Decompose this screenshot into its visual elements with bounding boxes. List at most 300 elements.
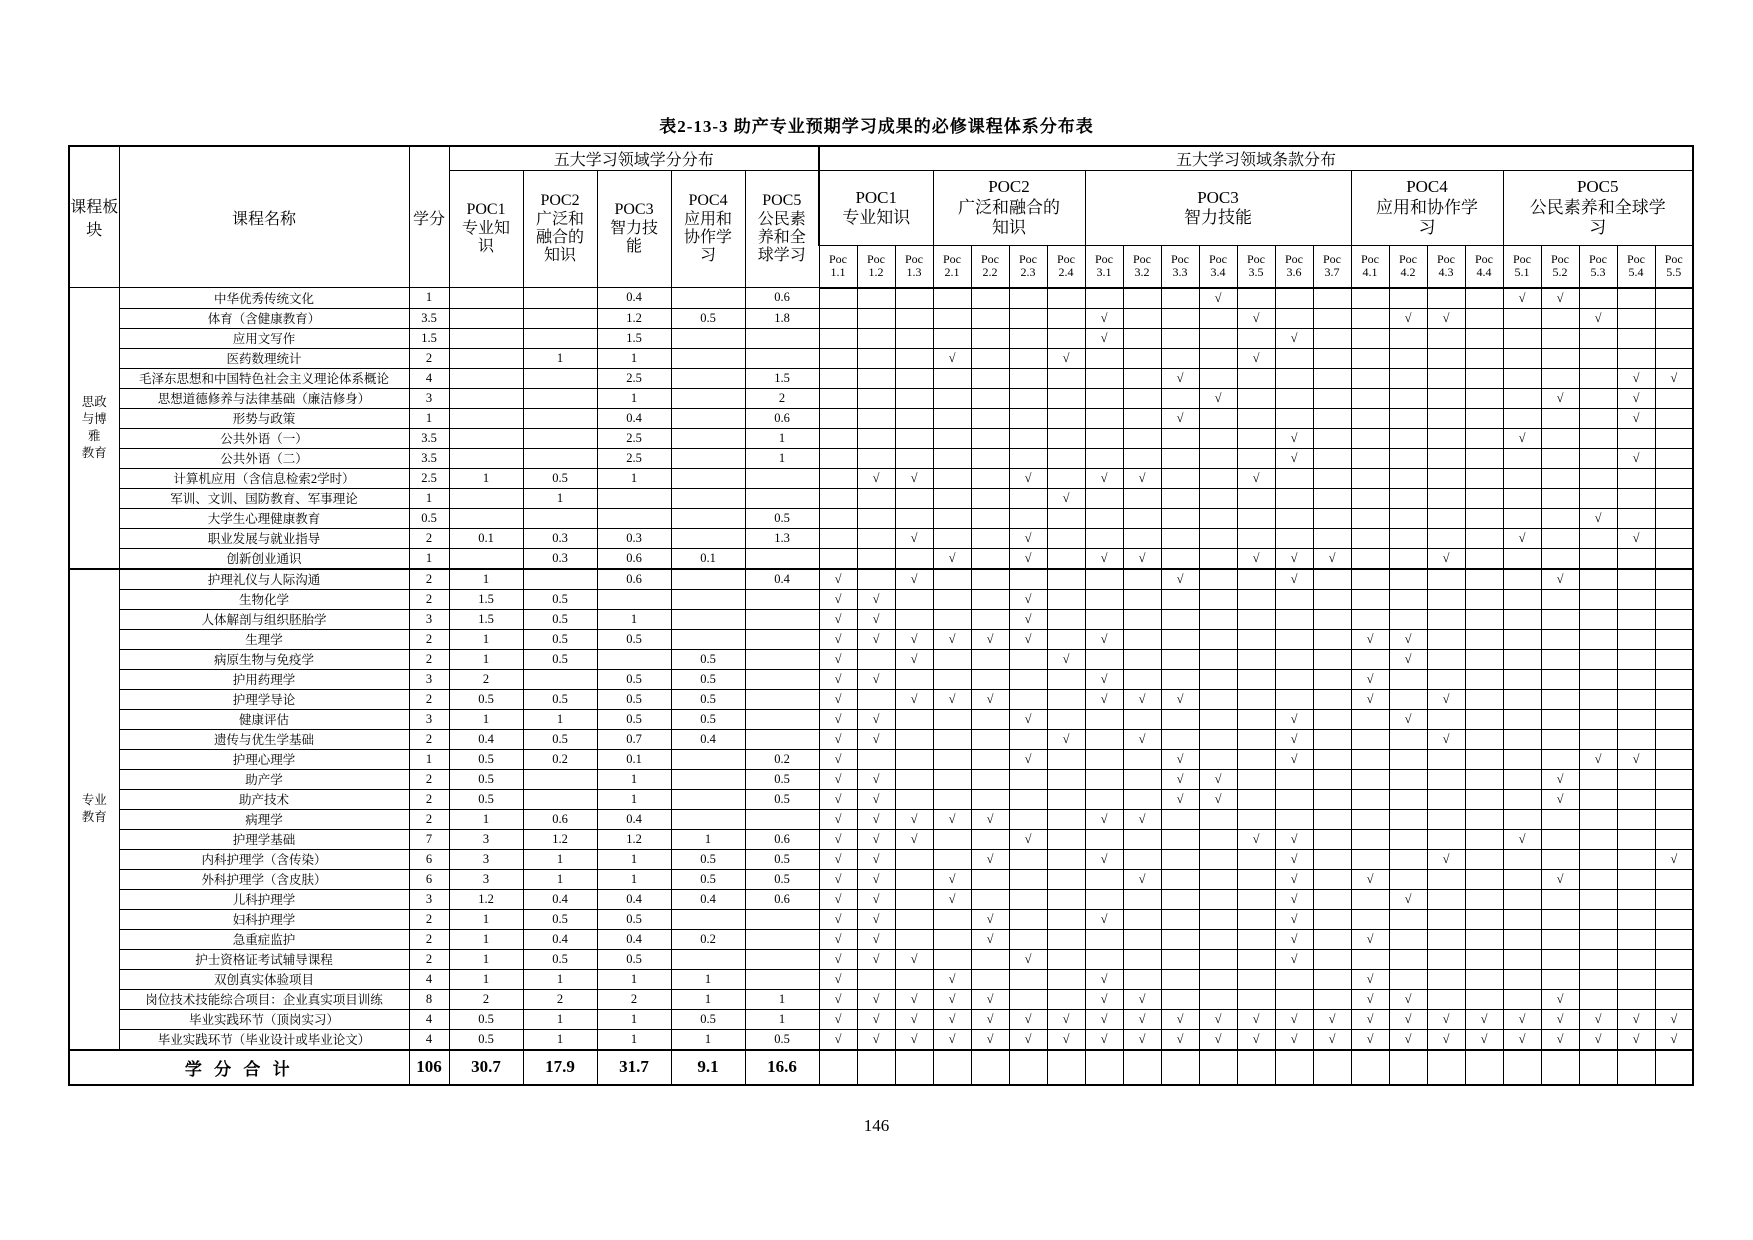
- clause-check-cell-1.3: √: [895, 569, 933, 590]
- header-clause-col-3.7: Poc 3.7: [1313, 246, 1351, 288]
- clause-check-cell-4.1: [1351, 949, 1389, 969]
- clause-check-cell-5.5: [1655, 589, 1693, 609]
- poc1-credit-cell: [449, 448, 523, 468]
- clause-check-cell-2.2: √: [971, 989, 1009, 1009]
- poc3-credit-cell: 0.5: [597, 949, 671, 969]
- clause-check-cell-4.4: [1465, 428, 1503, 448]
- clause-check-cell-5.4: [1617, 629, 1655, 649]
- poc4-credit-cell: [671, 569, 745, 590]
- clause-check-cell-3.4: [1199, 669, 1237, 689]
- poc2-credit-cell: 1: [523, 969, 597, 989]
- clause-check-cell-3.7: [1313, 909, 1351, 929]
- poc3-credit-cell: 0.6: [597, 548, 671, 569]
- clause-check-cell-1.3: √: [895, 689, 933, 709]
- page-number: 146: [863, 1116, 890, 1135]
- clause-check-cell-2.4: [1047, 749, 1085, 769]
- clause-check-cell-1.1: [819, 368, 857, 388]
- clause-check-cell-2.4: [1047, 809, 1085, 829]
- clause-check-cell-1.1: √: [819, 589, 857, 609]
- clause-check-cell-1.1: √: [819, 689, 857, 709]
- clause-check-cell-4.3: [1427, 709, 1465, 729]
- clause-check-cell-3.4: [1199, 428, 1237, 448]
- clause-check-cell-3.3: [1161, 649, 1199, 669]
- clause-check-cell-5.5: √: [1655, 849, 1693, 869]
- clause-check-cell-5.5: [1655, 348, 1693, 368]
- clause-check-cell-3.5: [1237, 388, 1275, 408]
- clause-check-cell-3.3: [1161, 929, 1199, 949]
- clause-check-cell-3.1: √: [1085, 669, 1123, 689]
- clause-check-cell-3.6: √: [1275, 929, 1313, 949]
- clause-check-cell-2.3: [1009, 669, 1047, 689]
- table-header: [69, 146, 1693, 288]
- clause-check-cell-2.4: [1047, 388, 1085, 408]
- clause-check-cell-4.3: [1427, 629, 1465, 649]
- clause-check-cell-3.7: [1313, 649, 1351, 669]
- clause-check-cell-4.2: √: [1389, 1009, 1427, 1029]
- clause-check-cell-3.1: [1085, 528, 1123, 548]
- clause-check-cell-3.6: [1275, 629, 1313, 649]
- clause-check-cell-5.1: √: [1503, 288, 1541, 309]
- poc1-credit-cell: 1: [449, 929, 523, 949]
- clause-check-cell-3.7: [1313, 528, 1351, 548]
- clause-check-cell-3.5: [1237, 629, 1275, 649]
- clause-check-cell-5.5: [1655, 649, 1693, 669]
- clause-check-cell-3.2: √: [1123, 1029, 1161, 1050]
- clause-check-cell-1.1: [819, 388, 857, 408]
- clause-check-cell-2.2: [971, 348, 1009, 368]
- clause-check-cell-5.3: [1579, 428, 1617, 448]
- clause-check-cell-5.1: [1503, 669, 1541, 689]
- clause-check-cell-4.4: [1465, 468, 1503, 488]
- poc5-credit-cell: [745, 729, 819, 749]
- course-name-cell: 公共外语（一）: [119, 428, 409, 448]
- clause-check-cell-1.1: √: [819, 949, 857, 969]
- clause-check-cell-3.3: [1161, 508, 1199, 528]
- clause-check-cell-2.3: [1009, 769, 1047, 789]
- clause-check-cell-1.1: [819, 408, 857, 428]
- poc5-credit-cell: [745, 629, 819, 649]
- table-row: [69, 548, 1693, 569]
- clause-check-cell-5.5: [1655, 829, 1693, 849]
- clause-check-cell-3.2: [1123, 348, 1161, 368]
- clause-check-cell-3.7: [1313, 288, 1351, 309]
- clause-check-cell-3.3: [1161, 589, 1199, 609]
- clause-check-cell-5.5: √: [1655, 1029, 1693, 1050]
- clause-check-cell-1.1: [819, 348, 857, 368]
- clause-check-cell-4.4: [1465, 869, 1503, 889]
- clause-check-cell-5.5: [1655, 789, 1693, 809]
- table-row: [69, 1009, 1693, 1029]
- clause-check-cell-4.3: [1427, 909, 1465, 929]
- credit-total-cell: 6: [409, 849, 449, 869]
- poc5-credit-cell: 1: [745, 448, 819, 468]
- course-name-cell: 应用文写作: [119, 328, 409, 348]
- poc2-credit-cell: [523, 508, 597, 528]
- table-row: [69, 989, 1693, 1009]
- clause-check-cell-5.1: √: [1503, 829, 1541, 849]
- clause-check-cell-3.7: [1313, 989, 1351, 1009]
- clause-check-cell-1.2: [857, 749, 895, 769]
- clause-check-cell-5.2: [1541, 829, 1579, 849]
- clause-check-cell-4.4: [1465, 889, 1503, 909]
- clause-check-cell-2.1: √: [933, 629, 971, 649]
- clause-check-cell-1.3: [895, 308, 933, 328]
- clause-check-cell-2.4: [1047, 368, 1085, 388]
- clause-check-cell-2.2: [971, 649, 1009, 669]
- clause-check-cell-5.4: [1617, 669, 1655, 689]
- clause-check-cell-1.3: [895, 669, 933, 689]
- header-poc-credit-poc2: POC2 广泛和 融合的 知识: [523, 171, 597, 288]
- clause-check-cell-1.2: [857, 308, 895, 328]
- clause-check-cell-5.2: [1541, 368, 1579, 388]
- clause-check-cell-5.2: [1541, 548, 1579, 569]
- clause-check-cell-4.2: √: [1389, 709, 1427, 729]
- clause-check-cell-4.4: [1465, 528, 1503, 548]
- poc1-credit-cell: 1: [449, 909, 523, 929]
- clause-check-cell-2.2: [971, 488, 1009, 508]
- clause-check-cell-4.4: [1465, 488, 1503, 508]
- clause-check-cell-4.1: [1351, 749, 1389, 769]
- poc3-credit-cell: 1: [597, 388, 671, 408]
- credit-total-cell: 1: [409, 548, 449, 569]
- clause-check-cell-1.2: √: [857, 989, 895, 1009]
- clause-check-cell-4.3: [1427, 348, 1465, 368]
- clause-check-cell-4.3: [1427, 528, 1465, 548]
- table-body: [69, 288, 1693, 1085]
- clause-check-cell-4.3: [1427, 889, 1465, 909]
- clause-check-cell-2.1: [933, 569, 971, 590]
- clause-check-cell-4.2: [1389, 949, 1427, 969]
- clause-check-cell-4.2: [1389, 769, 1427, 789]
- clause-check-cell-5.3: [1579, 869, 1617, 889]
- clause-check-cell-3.5: [1237, 869, 1275, 889]
- clause-check-cell-5.5: [1655, 989, 1693, 1009]
- clause-check-cell-4.1: [1351, 548, 1389, 569]
- poc4-credit-cell: 0.5: [671, 649, 745, 669]
- header-credits: 学分: [409, 146, 449, 288]
- clause-check-cell-5.4: [1617, 889, 1655, 909]
- clause-check-cell-2.3: [1009, 348, 1047, 368]
- clause-check-cell-4.3: [1427, 569, 1465, 590]
- course-name-cell: 生物化学: [119, 589, 409, 609]
- poc5-credit-cell: 1.5: [745, 368, 819, 388]
- clause-check-cell-4.1: [1351, 649, 1389, 669]
- clause-check-cell-1.3: [895, 428, 933, 448]
- total-clause-empty-cell: [1617, 1050, 1655, 1085]
- clause-check-cell-5.3: [1579, 408, 1617, 428]
- clause-check-cell-5.2: √: [1541, 388, 1579, 408]
- poc4-credit-cell: 0.5: [671, 669, 745, 689]
- clause-check-cell-1.3: [895, 709, 933, 729]
- clause-check-cell-4.2: √: [1389, 1029, 1427, 1050]
- clause-check-cell-3.6: [1275, 649, 1313, 669]
- clause-check-cell-4.1: [1351, 348, 1389, 368]
- clause-check-cell-1.2: [857, 488, 895, 508]
- clause-check-cell-2.3: [1009, 508, 1047, 528]
- clause-check-cell-1.1: √: [819, 969, 857, 989]
- clause-check-cell-2.4: [1047, 909, 1085, 929]
- clause-check-cell-3.3: [1161, 468, 1199, 488]
- clause-check-cell-3.5: [1237, 589, 1275, 609]
- clause-check-cell-2.2: [971, 448, 1009, 468]
- clause-check-cell-5.2: [1541, 328, 1579, 348]
- total-clause-empty-cell: [1579, 1050, 1617, 1085]
- poc4-credit-cell: 0.4: [671, 729, 745, 749]
- poc1-credit-cell: [449, 388, 523, 408]
- poc5-credit-cell: 0.6: [745, 889, 819, 909]
- total-clause-empty-cell: [1389, 1050, 1427, 1085]
- clause-check-cell-4.1: [1351, 829, 1389, 849]
- clause-check-cell-2.1: √: [933, 889, 971, 909]
- poc3-credit-cell: 0.5: [597, 709, 671, 729]
- clause-check-cell-2.3: √: [1009, 528, 1047, 548]
- poc3-credit-cell: 0.5: [597, 909, 671, 929]
- total-clause-empty-cell: [1085, 1050, 1123, 1085]
- clause-check-cell-5.1: [1503, 548, 1541, 569]
- poc5-credit-cell: [745, 669, 819, 689]
- clause-check-cell-1.2: [857, 689, 895, 709]
- clause-check-cell-3.5: [1237, 569, 1275, 590]
- clause-check-cell-3.6: √: [1275, 428, 1313, 448]
- credit-total-cell: 2: [409, 809, 449, 829]
- clause-check-cell-1.3: [895, 849, 933, 869]
- clause-check-cell-3.5: [1237, 929, 1275, 949]
- table-row: [69, 929, 1693, 949]
- clause-check-cell-3.2: [1123, 428, 1161, 448]
- clause-check-cell-4.3: [1427, 508, 1465, 528]
- course-name-cell: 医药数理统计: [119, 348, 409, 368]
- clause-check-cell-5.2: [1541, 528, 1579, 548]
- clause-check-cell-2.1: [933, 408, 971, 428]
- clause-check-cell-2.3: [1009, 969, 1047, 989]
- clause-check-cell-2.1: √: [933, 1009, 971, 1029]
- poc5-credit-cell: 1.8: [745, 308, 819, 328]
- clause-check-cell-2.1: [933, 729, 971, 749]
- clause-check-cell-5.2: [1541, 589, 1579, 609]
- credit-total-cell: 2: [409, 909, 449, 929]
- clause-check-cell-1.3: [895, 769, 933, 789]
- clause-check-cell-3.4: [1199, 308, 1237, 328]
- poc2-credit-cell: [523, 569, 597, 590]
- clause-check-cell-3.1: [1085, 428, 1123, 448]
- clause-check-cell-3.5: √: [1237, 1009, 1275, 1029]
- course-name-cell: 护用药理学: [119, 669, 409, 689]
- clause-check-cell-1.2: √: [857, 909, 895, 929]
- clause-check-cell-5.3: [1579, 889, 1617, 909]
- clause-check-cell-2.1: [933, 308, 971, 328]
- header-clause-col-5.5: Poc 5.5: [1655, 246, 1693, 288]
- course-name-cell: 外科护理学（含皮肤）: [119, 869, 409, 889]
- clause-check-cell-4.2: [1389, 689, 1427, 709]
- clause-check-cell-5.1: [1503, 689, 1541, 709]
- clause-check-cell-3.3: [1161, 328, 1199, 348]
- clause-check-cell-3.4: [1199, 589, 1237, 609]
- clause-check-cell-3.2: [1123, 969, 1161, 989]
- clause-check-cell-4.3: [1427, 649, 1465, 669]
- clause-check-cell-4.4: [1465, 769, 1503, 789]
- clause-check-cell-2.2: [971, 328, 1009, 348]
- clause-check-cell-1.2: √: [857, 1029, 895, 1050]
- clause-check-cell-1.1: [819, 448, 857, 468]
- clause-check-cell-2.2: √: [971, 689, 1009, 709]
- clause-check-cell-4.1: [1351, 769, 1389, 789]
- header-clause-col-5.3: Poc 5.3: [1579, 246, 1617, 288]
- clause-check-cell-3.7: [1313, 709, 1351, 729]
- table-row: [69, 749, 1693, 769]
- clause-check-cell-5.5: [1655, 528, 1693, 548]
- table-row: [69, 909, 1693, 929]
- clause-check-cell-4.2: [1389, 749, 1427, 769]
- clause-check-cell-2.3: [1009, 789, 1047, 809]
- clause-check-cell-1.2: √: [857, 468, 895, 488]
- clause-check-cell-5.3: [1579, 388, 1617, 408]
- clause-check-cell-2.1: [933, 649, 971, 669]
- clause-check-cell-3.6: [1275, 488, 1313, 508]
- clause-check-cell-3.7: [1313, 969, 1351, 989]
- clause-check-cell-3.1: √: [1085, 909, 1123, 929]
- clause-check-cell-2.1: [933, 609, 971, 629]
- poc3-credit-cell: 1: [597, 1029, 671, 1050]
- clause-check-cell-5.4: [1617, 909, 1655, 929]
- poc3-credit-cell: 0.5: [597, 629, 671, 649]
- poc4-credit-cell: [671, 589, 745, 609]
- clause-check-cell-3.4: √: [1199, 288, 1237, 309]
- clause-check-cell-3.6: [1275, 288, 1313, 309]
- clause-check-cell-3.1: √: [1085, 1029, 1123, 1050]
- clause-check-cell-2.2: [971, 769, 1009, 789]
- clause-check-cell-3.1: √: [1085, 989, 1123, 1009]
- header-clause-col-3.1: Poc 3.1: [1085, 246, 1123, 288]
- credit-total-cell: 3: [409, 609, 449, 629]
- clause-check-cell-4.1: [1351, 388, 1389, 408]
- clause-check-cell-5.2: [1541, 649, 1579, 669]
- course-name-cell: 护理心理学: [119, 749, 409, 769]
- clause-check-cell-5.4: [1617, 569, 1655, 590]
- clause-check-cell-5.5: [1655, 448, 1693, 468]
- clause-check-cell-3.2: [1123, 829, 1161, 849]
- clause-check-cell-2.4: [1047, 629, 1085, 649]
- credit-total-cell: 1.5: [409, 328, 449, 348]
- clause-check-cell-2.3: √: [1009, 548, 1047, 569]
- credit-total-cell: 3: [409, 709, 449, 729]
- poc1-credit-cell: [449, 508, 523, 528]
- clause-check-cell-3.3: √: [1161, 408, 1199, 428]
- poc1-credit-cell: 0.5: [449, 789, 523, 809]
- poc2-credit-cell: 0.5: [523, 949, 597, 969]
- poc1-credit-cell: 1.5: [449, 609, 523, 629]
- clause-check-cell-5.2: √: [1541, 989, 1579, 1009]
- clause-check-cell-3.5: [1237, 989, 1275, 1009]
- clause-check-cell-5.2: [1541, 909, 1579, 929]
- clause-check-cell-2.2: [971, 368, 1009, 388]
- poc2-credit-cell: 1: [523, 488, 597, 508]
- clause-check-cell-4.4: [1465, 348, 1503, 368]
- course-name-cell: 创新创业通识: [119, 548, 409, 569]
- clause-check-cell-1.2: [857, 448, 895, 468]
- clause-check-cell-3.3: √: [1161, 769, 1199, 789]
- poc1-credit-cell: 1: [449, 569, 523, 590]
- clause-check-cell-5.2: √: [1541, 789, 1579, 809]
- clause-check-cell-3.1: √: [1085, 308, 1123, 328]
- clause-check-cell-3.1: √: [1085, 809, 1123, 829]
- clause-check-cell-4.2: [1389, 609, 1427, 629]
- clause-check-cell-4.1: [1351, 729, 1389, 749]
- poc4-credit-cell: 0.4: [671, 889, 745, 909]
- clause-check-cell-5.4: √: [1617, 388, 1655, 408]
- clause-check-cell-4.4: [1465, 949, 1503, 969]
- clause-check-cell-5.2: √: [1541, 769, 1579, 789]
- clause-check-cell-2.1: [933, 288, 971, 309]
- clause-check-cell-1.2: [857, 528, 895, 548]
- total-poc5-cell: 16.6: [745, 1050, 819, 1085]
- poc2-credit-cell: [523, 408, 597, 428]
- clause-check-cell-4.1: √: [1351, 989, 1389, 1009]
- clause-check-cell-1.3: [895, 508, 933, 528]
- clause-check-cell-2.1: [933, 849, 971, 869]
- clause-check-cell-3.6: √: [1275, 448, 1313, 468]
- clause-check-cell-2.1: [933, 428, 971, 448]
- clause-check-cell-3.3: [1161, 669, 1199, 689]
- poc3-credit-cell: 2: [597, 989, 671, 1009]
- poc3-credit-cell: 0.4: [597, 889, 671, 909]
- header-poc-credit-poc3: POC3 智力技 能: [597, 171, 671, 288]
- clause-check-cell-4.4: √: [1465, 1029, 1503, 1050]
- poc5-credit-cell: [745, 969, 819, 989]
- clause-check-cell-1.1: √: [819, 729, 857, 749]
- clause-check-cell-1.2: √: [857, 709, 895, 729]
- clause-check-cell-1.3: [895, 368, 933, 388]
- clause-check-cell-5.3: [1579, 829, 1617, 849]
- clause-check-cell-4.4: [1465, 368, 1503, 388]
- clause-check-cell-5.5: [1655, 308, 1693, 328]
- table-row: [69, 488, 1693, 508]
- clause-check-cell-5.5: [1655, 969, 1693, 989]
- clause-check-cell-3.6: √: [1275, 949, 1313, 969]
- clause-check-cell-4.4: [1465, 809, 1503, 829]
- clause-check-cell-2.2: [971, 408, 1009, 428]
- course-name-cell: 妇科护理学: [119, 909, 409, 929]
- clause-check-cell-2.4: [1047, 989, 1085, 1009]
- clause-check-cell-1.3: √: [895, 468, 933, 488]
- clause-check-cell-5.5: [1655, 889, 1693, 909]
- poc3-credit-cell: 1: [597, 969, 671, 989]
- table-row: [69, 969, 1693, 989]
- clause-check-cell-4.1: √: [1351, 669, 1389, 689]
- clause-check-cell-4.3: √: [1427, 689, 1465, 709]
- poc1-credit-cell: 1: [449, 809, 523, 829]
- clause-check-cell-3.4: [1199, 689, 1237, 709]
- clause-check-cell-5.2: [1541, 508, 1579, 528]
- clause-check-cell-3.4: [1199, 929, 1237, 949]
- clause-check-cell-1.1: [819, 468, 857, 488]
- clause-check-cell-3.5: [1237, 689, 1275, 709]
- clause-check-cell-3.5: √: [1237, 348, 1275, 368]
- poc4-credit-cell: [671, 488, 745, 508]
- poc2-credit-cell: 1: [523, 849, 597, 869]
- clause-check-cell-3.3: [1161, 729, 1199, 749]
- clause-check-cell-3.1: [1085, 949, 1123, 969]
- clause-check-cell-4.4: [1465, 388, 1503, 408]
- clause-check-cell-3.7: [1313, 849, 1351, 869]
- clause-check-cell-2.4: [1047, 689, 1085, 709]
- poc1-credit-cell: [449, 308, 523, 328]
- clause-check-cell-3.3: √: [1161, 749, 1199, 769]
- clause-check-cell-4.2: [1389, 929, 1427, 949]
- header-clause-col-1.3: Poc 1.3: [895, 246, 933, 288]
- poc5-credit-cell: 1: [745, 428, 819, 448]
- clause-check-cell-1.1: [819, 548, 857, 569]
- clause-check-cell-4.4: [1465, 689, 1503, 709]
